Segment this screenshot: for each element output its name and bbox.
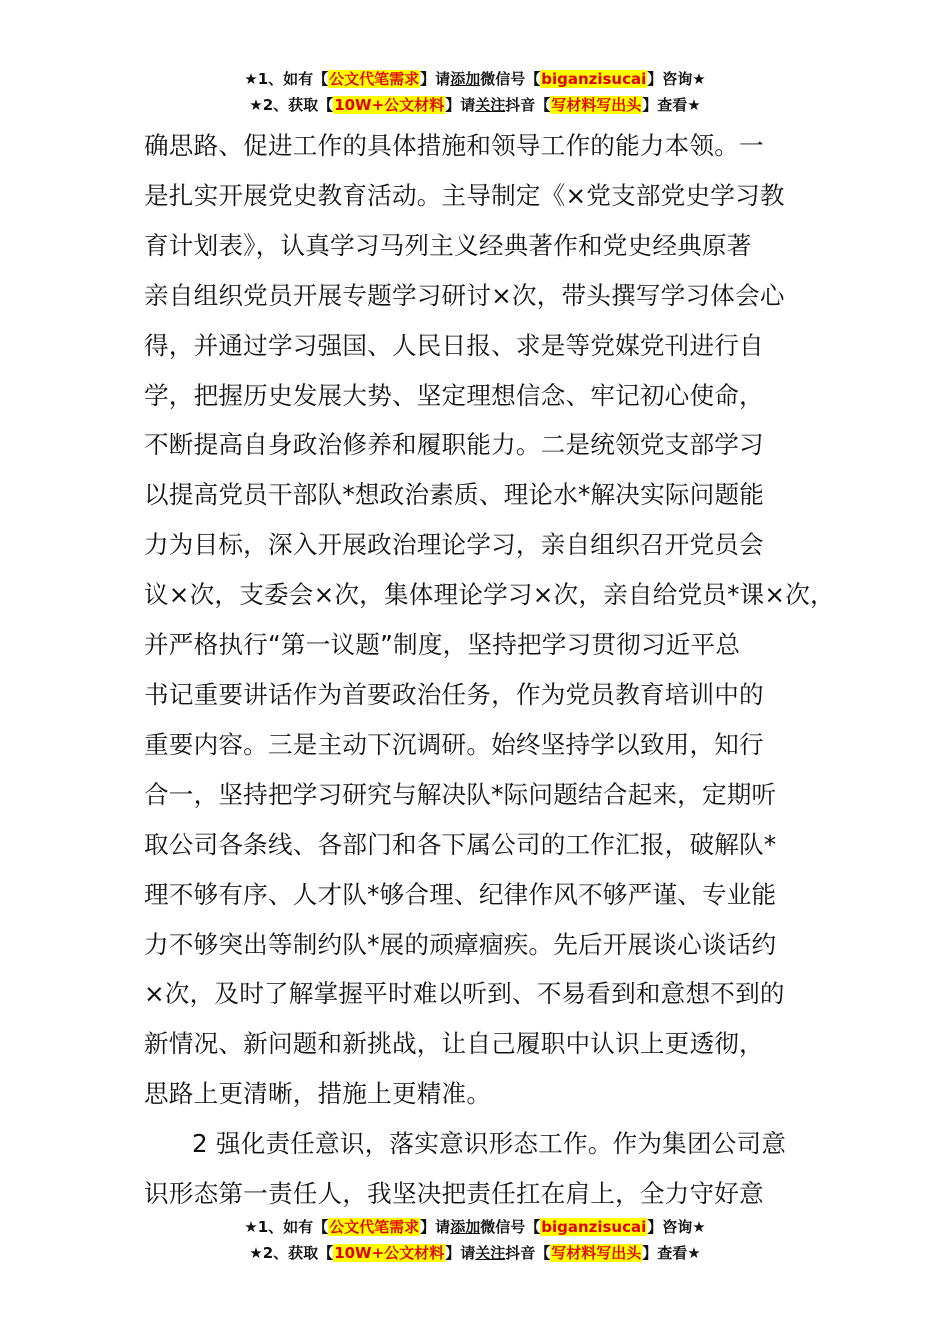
text-line: 育计划表》，认真学习马列主义经典著作和党史经典原著 <box>144 230 752 260</box>
text-line: 并严格执行“第一议题”制度，坚持把学习贯彻习近平总 <box>144 630 741 660</box>
highlight-text: 写材料写出头 <box>551 96 642 114</box>
text-line: 思路上更清晰，措施上更精准。 <box>144 1079 492 1109</box>
text-line: 议×次，支委会×次，集体理论学习×次，亲自给党员*课×次， <box>144 580 835 610</box>
text-line: 2 强化责任意识，落实意识形态工作。作为集团公司意 <box>192 1129 787 1159</box>
text-line: 力为目标，深入开展政治理论学习，亲自组织召开党员会 <box>144 530 764 560</box>
highlight-text: 10W+公文材料 <box>334 1244 445 1262</box>
text-line: 识形态第一责任人，我坚决把责任扛在肩上，全力守好意 <box>144 1179 764 1209</box>
banner-line-1: ★1、如有【公文代笔需求】请添加微信号【biganzisucai】咨询★ <box>244 1218 706 1236</box>
highlight-text: biganzisucai <box>541 70 647 88</box>
banner-line-1: ★1、如有【公文代笔需求】请添加微信号【biganzisucai】咨询★ <box>244 70 706 88</box>
highlight-text: 写材料写出头 <box>551 1244 642 1262</box>
text-line: 书记重要讲话作为首要政治任务，作为党员教育培训中的 <box>144 679 764 709</box>
text-line: 以提高党员干部队*想政治素质、理论水*解决实际问题能 <box>144 480 765 510</box>
footer-banner <box>0 1214 950 1266</box>
paragraph-1 <box>144 121 835 1119</box>
banner-line-2: ★2、获取【10W+公文材料】请关注抖音【写材料写出头】查看★ <box>249 1244 701 1262</box>
text-line: 是扎实开展党史教育活动。主导制定《×党支部党史学习教 <box>144 180 785 210</box>
text-line: 亲自组织党员开展专题学习研讨×次，带头撰写学习体会心 <box>144 280 785 310</box>
document-body <box>144 121 835 1219</box>
highlight-text: 公文代笔需求 <box>329 70 420 88</box>
highlight-text: biganzisucai <box>541 1218 647 1236</box>
text-line: 得，并通过学习强国、人民日报、求是等党媒党刊进行自 <box>144 330 764 360</box>
text-line: 不断提高自身政治修养和履职能力。二是统领党支部学习 <box>144 430 764 460</box>
header-banner <box>0 66 950 118</box>
text-line: 合一，坚持把学习研究与解决队*际问题结合起来，定期听 <box>144 779 777 809</box>
text-line: 力不够突出等制约队*展的顽瘴痼疾。先后开展谈心谈话约 <box>144 929 777 959</box>
banner-line-2: ★2、获取【10W+公文材料】请关注抖音【写材料写出头】查看★ <box>249 96 701 114</box>
paragraph-2 <box>144 1119 808 1219</box>
text-line: 确思路、促进工作的具体措施和领导工作的能力本领。一 <box>144 131 764 160</box>
text-line: 理不够有序、人才队*够合理、纪律作风不够严谨、专业能 <box>144 879 777 909</box>
text-line: 新情况、新问题和新挑战，让自己履职中认识上更透彻， <box>144 1029 764 1059</box>
text-line: ×次，及时了解掌握平时难以听到、不易看到和意想不到的 <box>144 979 785 1009</box>
text-line: 取公司各条线、各部门和各下属公司的工作汇报，破解队* <box>144 829 777 859</box>
highlight-text: 10W+公文材料 <box>334 96 445 114</box>
text-line: 重要内容。三是主动下沉调研。始终坚持学以致用，知行 <box>144 729 764 759</box>
text-line: 学，把握历史发展大势、坚定理想信念、牢记初心使命， <box>144 380 764 410</box>
highlight-text: 公文代笔需求 <box>329 1218 420 1236</box>
